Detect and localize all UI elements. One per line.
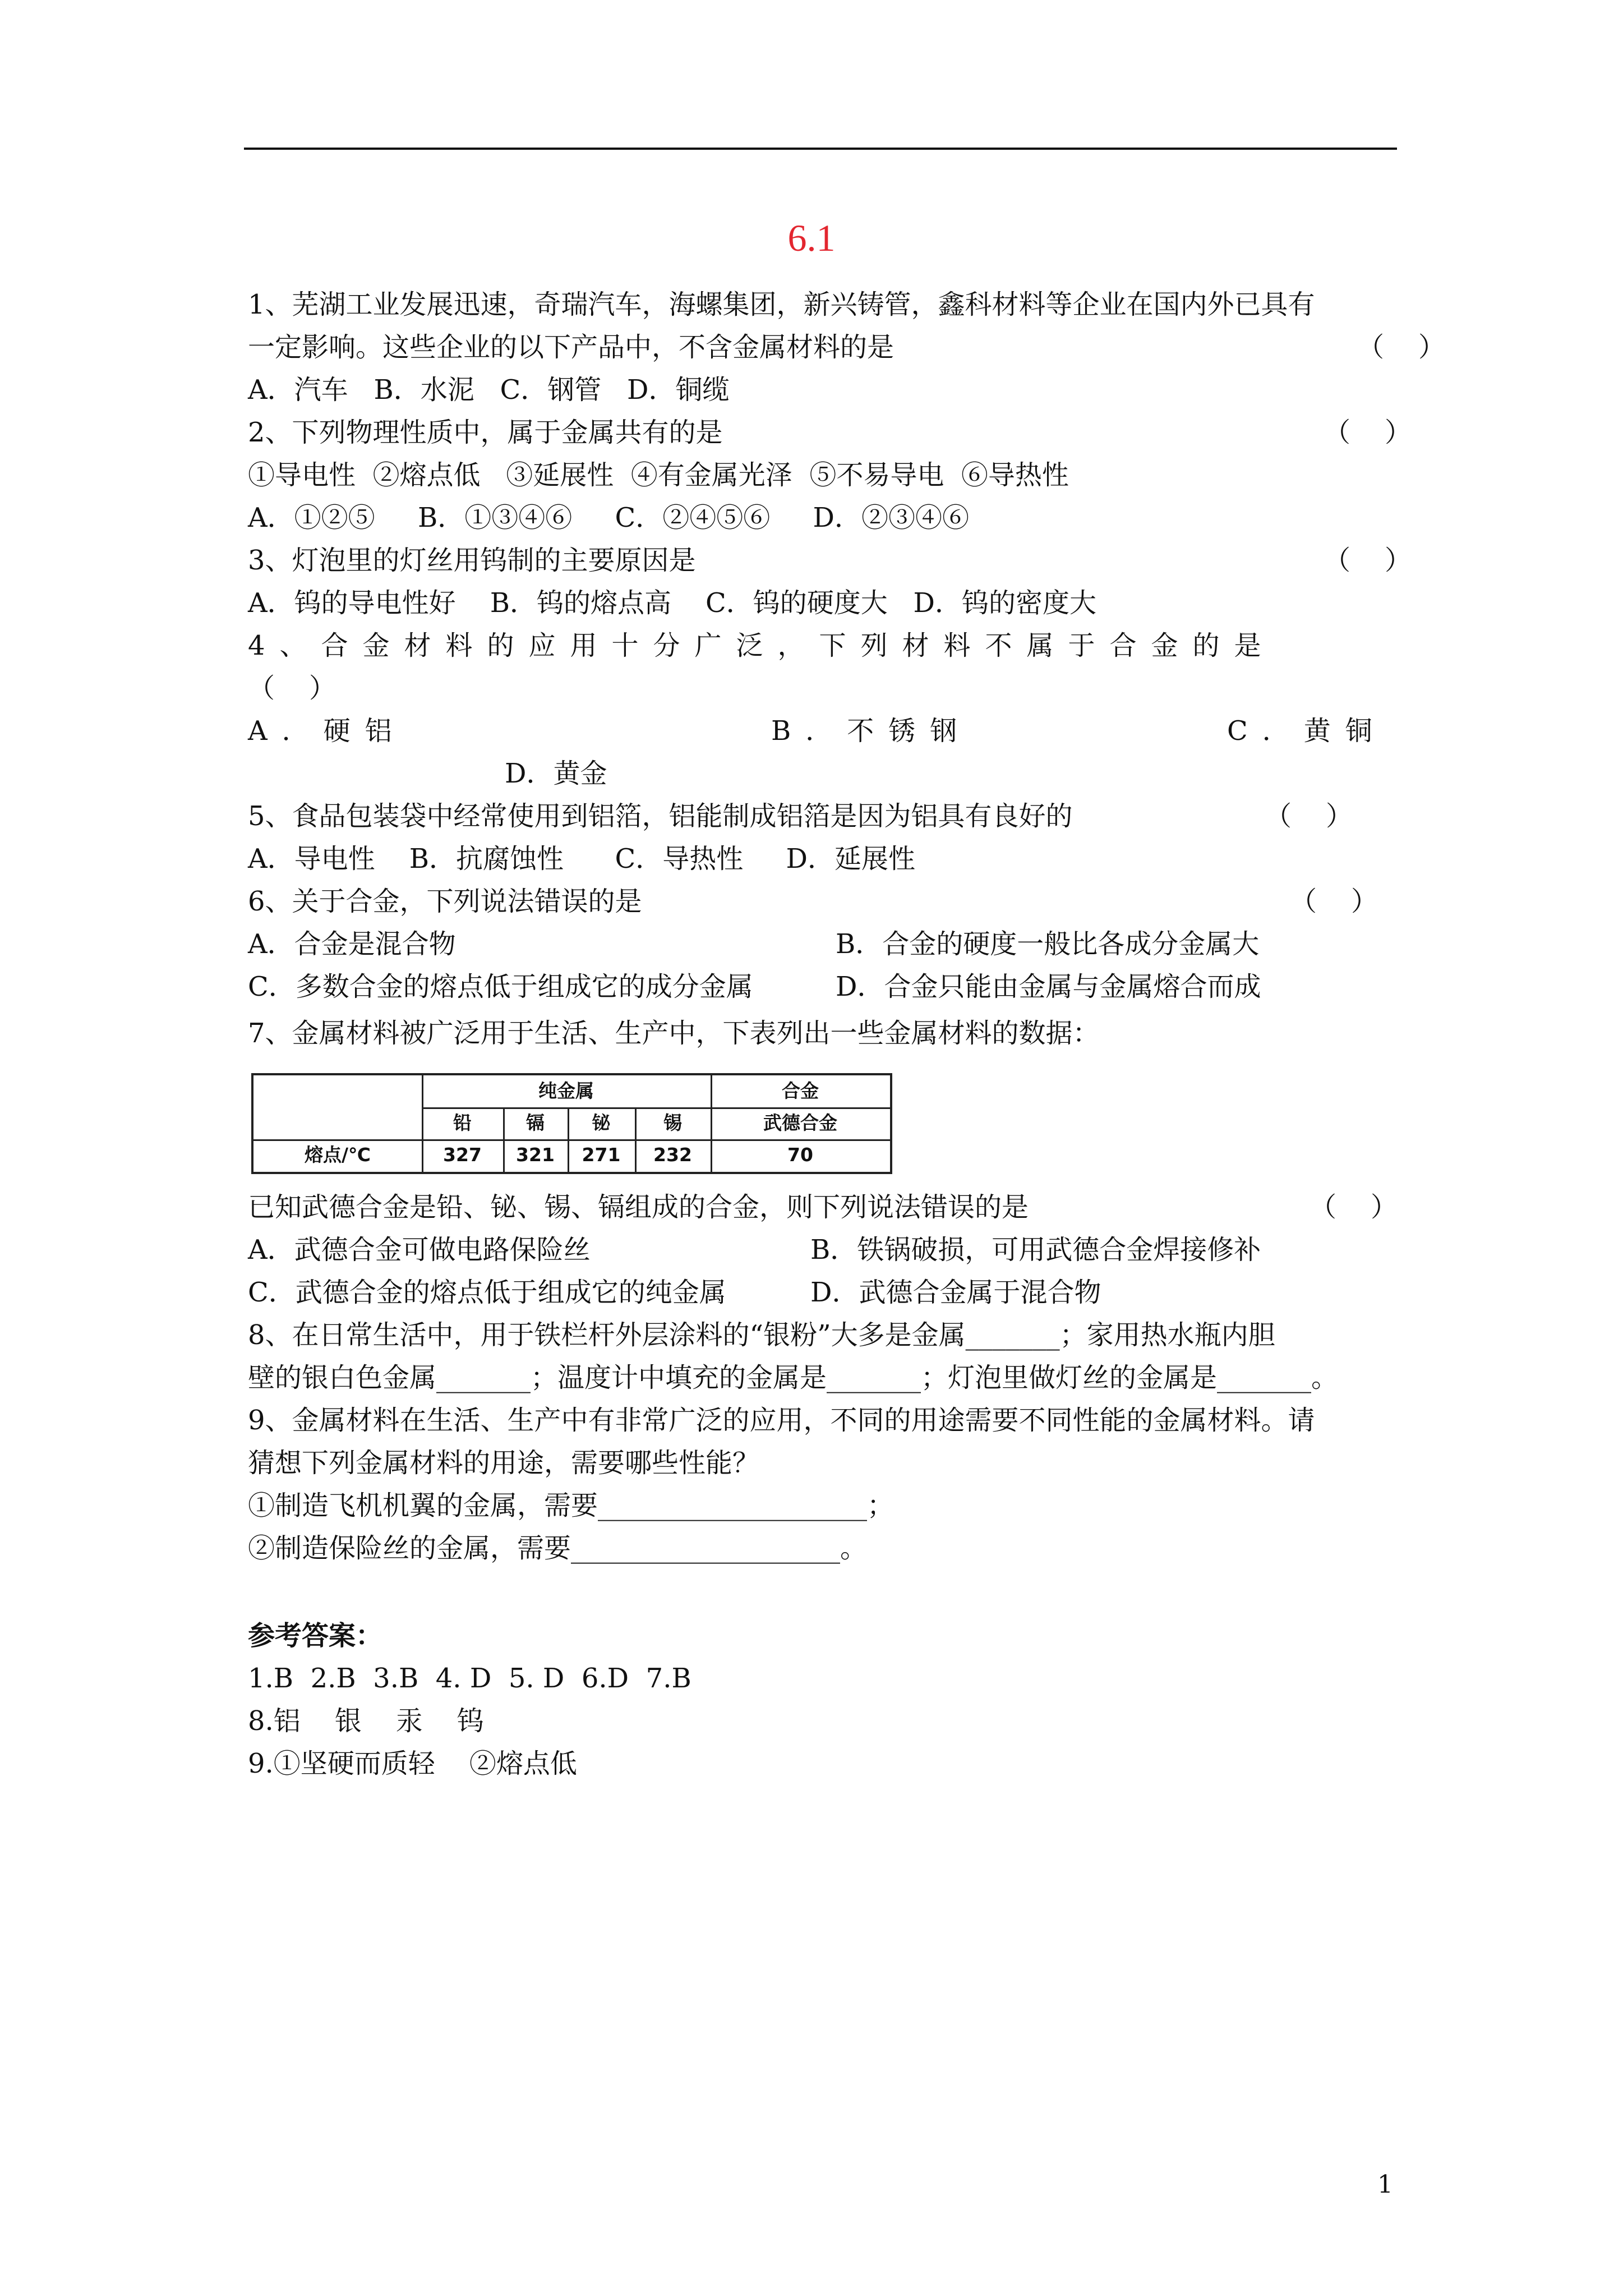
q2-paren: （ ） xyxy=(1324,417,1412,448)
q6-stem: 6、关于合金，下列说法错误的是 xyxy=(248,886,642,917)
q5-paren: （ ） xyxy=(1265,800,1353,832)
q5-stem: 5、食品包装袋中经常使用到铝箔，铝能制成铝箔是因为铝具有良好的 xyxy=(248,800,1073,832)
q4-stem: 4、合金材料的应用十分广泛，下列材料不属于合金的是 xyxy=(248,630,1276,661)
q4-option-a: A．硬铝 xyxy=(248,715,407,747)
table-group-pure: 纯金属 xyxy=(538,1080,594,1102)
q6-option-c: C．多数合金的熔点低于组成它的成分金属 xyxy=(248,971,753,1002)
table-metal-tin: 锡 xyxy=(663,1112,682,1134)
q9-item1: ①制造飞机机翼的金属，需要____________________； xyxy=(248,1490,895,1521)
table-value-tin: 232 xyxy=(653,1144,692,1166)
q4-option-d: D．黄金 xyxy=(505,758,607,789)
q4-option-c: C．黄铜 xyxy=(1227,715,1387,747)
q1-paren: （ ） xyxy=(1357,332,1446,363)
table-value-bismuth: 271 xyxy=(582,1144,621,1166)
table-value-cadmium: 321 xyxy=(516,1144,555,1166)
page-number: 1 xyxy=(1377,2170,1393,2199)
answers-line3: 9.①坚硬而质轻 ②熔点低 xyxy=(248,1748,577,1779)
answers-heading: 参考答案： xyxy=(248,1620,383,1651)
table-alloy-name: 武德合金 xyxy=(763,1112,837,1134)
q5-options: A．导电性 B．抗腐蚀性 C．导热性 D．延展性 xyxy=(248,843,916,875)
q2-options: A．①②⑤ B．①③④⑥ C．②④⑤⑥ D．②③④⑥ xyxy=(248,502,970,533)
q7-option-d: D．武德合金属于混合物 xyxy=(810,1277,1101,1308)
q9-item2: ②制造保险丝的金属，需要____________________。 xyxy=(248,1533,868,1564)
q4-paren: （ ） xyxy=(248,673,336,704)
q6-paren: （ ） xyxy=(1290,886,1378,917)
q4-option-b: B．不锈钢 xyxy=(771,715,972,747)
table-row-label: 熔点/℃ xyxy=(304,1144,371,1166)
melting-point-table xyxy=(251,1073,892,1174)
q6-option-a: A．合金是混合物 xyxy=(248,928,456,960)
q7-stem2: 已知武德合金是铅、铋、锡、镉组成的合金，则下列说法错误的是 xyxy=(248,1191,1029,1223)
q7-option-a: A．武德合金可做电路保险丝 xyxy=(248,1234,591,1266)
q3-paren: （ ） xyxy=(1324,545,1412,576)
q3-options: A．钨的导电性好 B．钨的熔点高 C．钨的硬度大 D．钨的密度大 xyxy=(248,587,1096,619)
table-value-lead: 327 xyxy=(443,1144,482,1166)
q1-options: A．汽车 B．水泥 C．钢管 D．铜缆 xyxy=(248,374,730,406)
q7-stem: 7、金属材料被广泛用于生活、生产中，下表列出一些金属材料的数据： xyxy=(248,1018,1100,1049)
q3-stem: 3、灯泡里的灯丝用钨制的主要原因是 xyxy=(248,545,696,576)
q9-line2: 猜想下列金属材料的用途，需要哪些性能？ xyxy=(248,1447,760,1479)
table-metal-cadmium: 镉 xyxy=(526,1112,545,1134)
table-value-alloy: 70 xyxy=(787,1144,813,1166)
q9-line1: 9、金属材料在生活、生产中有非常广泛的应用，不同的用途需要不同性能的金属材料。请 xyxy=(248,1405,1315,1436)
q1-line2: 一定影响。这些企业的以下产品中，不含金属材料的是 xyxy=(248,332,895,363)
q6-option-d: D．合金只能由金属与金属熔合而成 xyxy=(836,971,1261,1002)
q1-line1: 1、芜湖工业发展迅速，奇瑞汽车，海螺集团，新兴铸管，鑫科材料等企业在国内外已具有 xyxy=(248,289,1315,320)
q2-stem: 2、下列物理性质中，属于金属共有的是 xyxy=(248,417,723,448)
answers-line1: 1.B 2.B 3.B 4. D 5. D 6.D 7.B xyxy=(248,1663,691,1694)
table-metal-bismuth: 铋 xyxy=(592,1112,611,1134)
page-title: 6.1 xyxy=(787,217,836,259)
answers-line2: 8.铝 银 汞 钨 xyxy=(248,1705,484,1737)
q8-line2: 壁的银白色金属_______；温度计中填充的金属是_______；灯泡里做灯丝的金属是_______。 xyxy=(248,1362,1339,1393)
table-metal-lead: 铅 xyxy=(453,1112,472,1134)
table-group-alloy: 合金 xyxy=(782,1080,819,1102)
q8-line1: 8、在日常生活中，用于铁栏杆外层涂料的“银粉”大多是金属_______；家用热水瓶内胆 xyxy=(248,1319,1275,1351)
q7-option-b: B．铁锅破损，可用武德合金焊接修补 xyxy=(810,1234,1261,1266)
q7-paren: （ ） xyxy=(1310,1191,1398,1223)
q6-option-b: B．合金的硬度一般比各成分金属大 xyxy=(836,928,1260,960)
q2-props: ①导电性 ②熔点低 ③延展性 ④有金属光泽 ⑤不易导电 ⑥导热性 xyxy=(248,459,1069,491)
q7-option-c: C．武德合金的熔点低于组成它的纯金属 xyxy=(248,1277,726,1308)
header-rule xyxy=(244,148,1397,150)
